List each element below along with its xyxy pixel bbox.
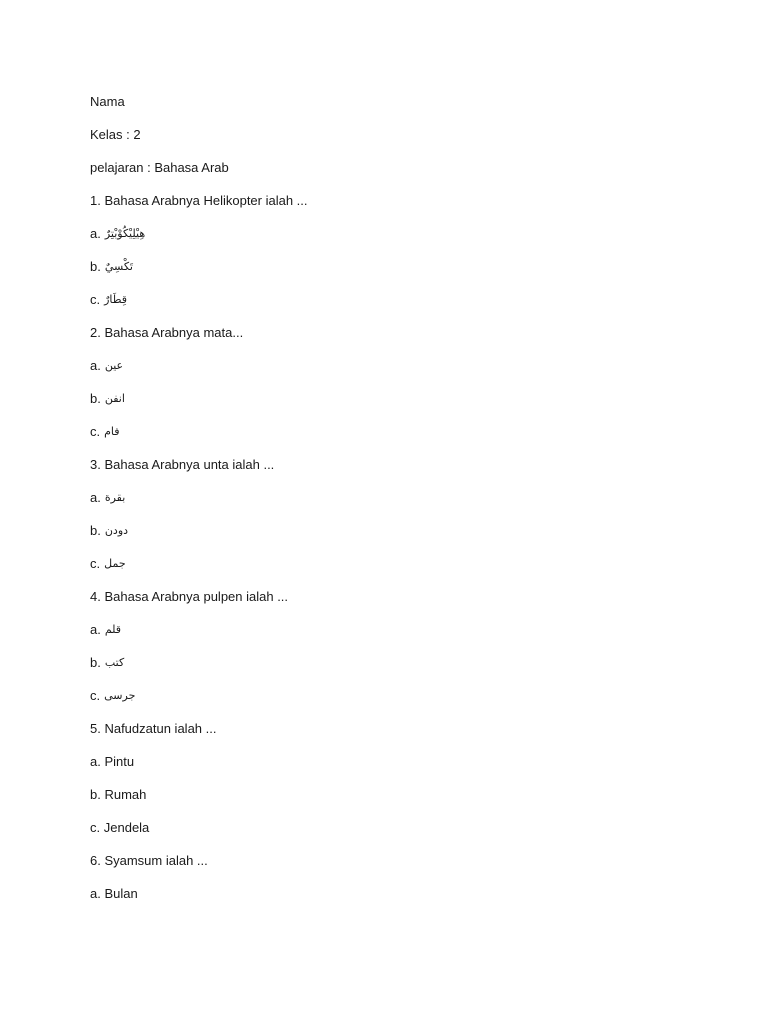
option-value: هِيْلِيْكُوْبْتِرٌ [104, 227, 146, 240]
question-text: 6. Syamsum ialah ... [90, 853, 208, 868]
option-label: c. [90, 688, 101, 703]
option-value: فام [104, 425, 120, 438]
question-2 [90, 322, 690, 355]
option-5b [90, 784, 690, 817]
option-3c [90, 553, 690, 586]
option-1c [90, 289, 690, 322]
option-label: b. [90, 655, 101, 670]
option-label: b. [90, 259, 101, 274]
question-1 [90, 190, 690, 223]
class-label: Kelas : 2 [90, 127, 141, 142]
option-4a [90, 619, 690, 652]
option-value: عين [104, 359, 124, 372]
option-value: Rumah [104, 787, 147, 802]
option-2c [90, 421, 690, 454]
option-value: قِطَارٌ [104, 293, 128, 306]
option-5c [90, 817, 690, 850]
option-4b [90, 652, 690, 685]
option-5a [90, 751, 690, 784]
option-value: انفن [104, 392, 125, 405]
option-label: c. [90, 292, 101, 307]
option-value: Jendela [103, 820, 150, 835]
question-text: 1. Bahasa Arabnya Helikopter ialah ... [90, 193, 308, 208]
option-value: Bulan [104, 886, 138, 901]
option-label: b. [90, 523, 101, 538]
option-label: b. [90, 787, 101, 802]
question-text: 2. Bahasa Arabnya mata... [90, 325, 244, 340]
option-label: c. [90, 424, 101, 439]
question-text: 4. Bahasa Arabnya pulpen ialah ... [90, 589, 289, 604]
option-1b [90, 256, 690, 289]
option-2b [90, 388, 690, 421]
option-label: a. [90, 226, 101, 241]
option-6a [90, 883, 690, 916]
option-label: a. [90, 490, 101, 505]
option-2a [90, 355, 690, 388]
name-label: Nama [90, 94, 125, 109]
option-1a [90, 223, 690, 256]
question-text: 5. Nafudzatun ialah ... [90, 721, 217, 736]
option-value: قلم [104, 623, 122, 636]
class-line [90, 124, 690, 157]
option-value: دودن [104, 524, 129, 537]
worksheet-content [90, 91, 690, 916]
option-value: تَكْسِيٌ [104, 260, 133, 273]
option-value: جمل [104, 557, 126, 570]
option-label: a. [90, 358, 101, 373]
subject-label: pelajaran : Bahasa Arab [90, 160, 229, 175]
option-3b [90, 520, 690, 553]
option-4c [90, 685, 690, 718]
question-5 [90, 718, 690, 751]
option-label: c. [90, 556, 101, 571]
option-label: b. [90, 391, 101, 406]
option-label: a. [90, 886, 101, 901]
question-text: 3. Bahasa Arabnya unta ialah ... [90, 457, 275, 472]
option-label: c. [90, 820, 101, 835]
option-value: جرسى [104, 689, 136, 702]
question-4 [90, 586, 690, 619]
name-line [90, 91, 690, 124]
option-label: a. [90, 754, 101, 769]
option-value: كتب [104, 656, 125, 669]
option-3a [90, 487, 690, 520]
question-3 [90, 454, 690, 487]
option-value: Pintu [104, 754, 135, 769]
question-6 [90, 850, 690, 883]
option-value: بقرة [104, 491, 126, 504]
subject-line [90, 157, 690, 190]
option-label: a. [90, 622, 101, 637]
